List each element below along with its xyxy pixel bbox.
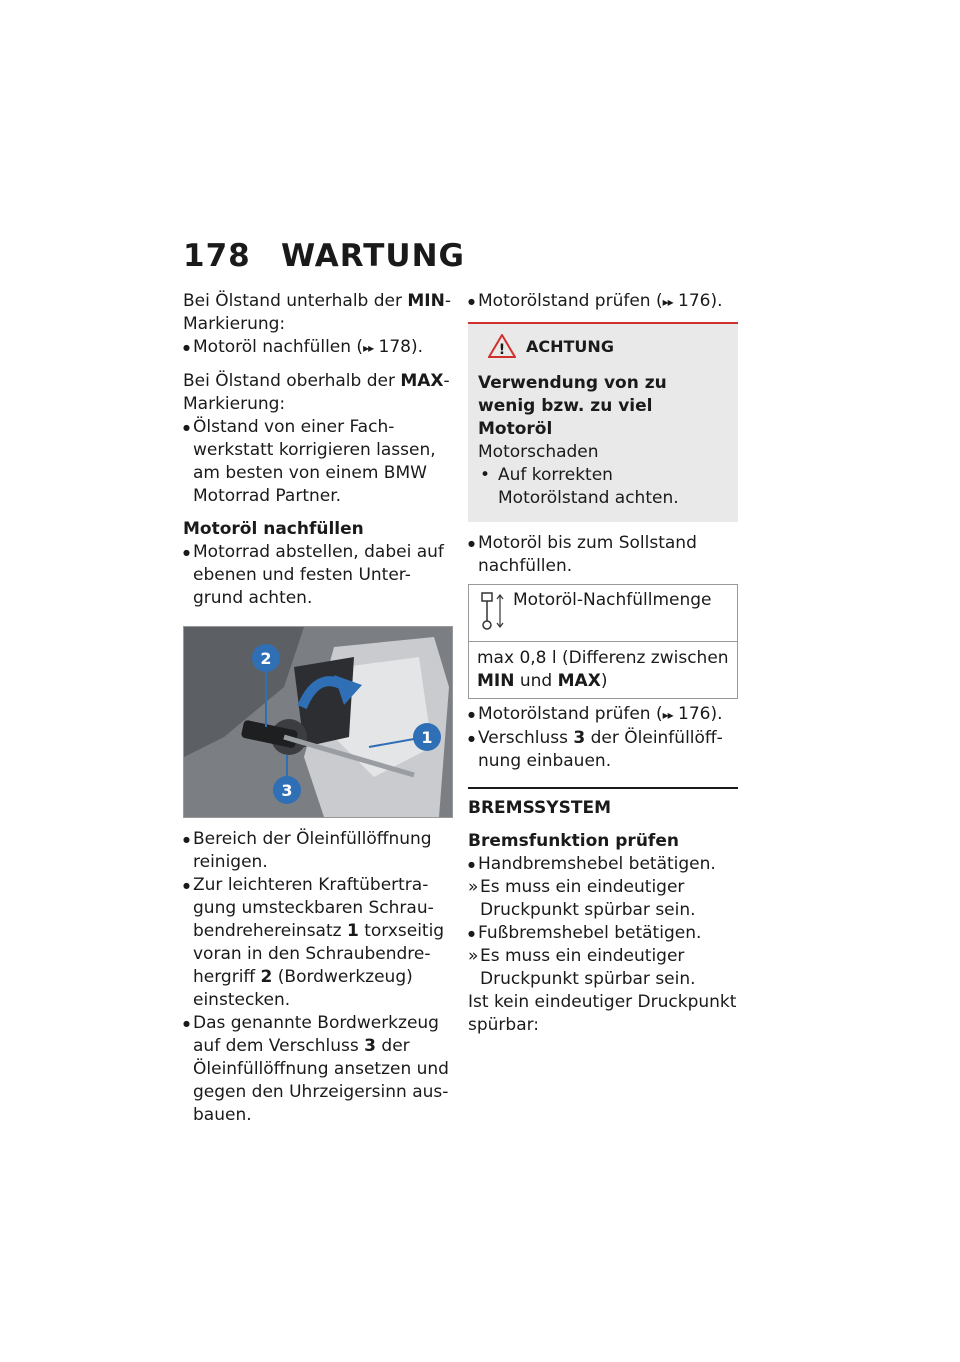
min-label: MIN xyxy=(407,291,445,311)
reference-arrow-icon: ▸▸ xyxy=(662,708,673,722)
paragraph-final: Ist kein eindeutiger Druckpunkt spürbar: xyxy=(468,992,737,1035)
result-item xyxy=(468,876,738,922)
page-reference-link[interactable]: 176 xyxy=(678,704,711,724)
table-value-row xyxy=(469,642,737,698)
warning-consequence: Motorschaden xyxy=(478,442,599,462)
part-number: 2 xyxy=(260,967,273,987)
chapter-title: WARTUNG xyxy=(281,238,465,274)
text: Bei Ölstand unterhalb der xyxy=(183,291,408,311)
page-reference-link[interactable]: 178 xyxy=(378,337,411,357)
max-label: MAX xyxy=(557,671,601,691)
text: ). xyxy=(710,704,723,724)
result-marker: » xyxy=(468,877,479,897)
text: Verschluss xyxy=(478,728,574,748)
text: Auf korrekten Motorölstand achten. xyxy=(498,465,679,508)
page-reference-link[interactable]: 176 xyxy=(678,291,711,311)
right-column xyxy=(468,290,738,1037)
reference-arrow-icon: ▸▸ xyxy=(662,295,673,309)
text: (Bordwerkzeug) einstecken. xyxy=(193,967,413,1010)
list-item xyxy=(183,336,453,360)
svg-text:!: ! xyxy=(498,342,506,358)
section-heading: BREMSSYSTEM xyxy=(468,798,611,818)
text: und xyxy=(514,671,558,691)
warning-header xyxy=(488,334,728,358)
page-header xyxy=(183,238,465,274)
callout-1: 1 xyxy=(421,728,433,747)
text: ) xyxy=(600,671,608,691)
engine-illustration xyxy=(184,627,452,817)
text: -Markierung: xyxy=(183,291,452,334)
page-number: 178 xyxy=(183,238,251,274)
list-item: ● Motoröl bis zum Sollstand nachfüllen. xyxy=(468,532,738,578)
text: der Öleinfüllöff-nung einbauen. xyxy=(478,728,723,771)
reference-arrow-icon: ▸▸ xyxy=(363,341,374,355)
oil-filler-photo xyxy=(183,626,453,818)
table-label: Motoröl-Nachfüllmenge xyxy=(513,590,712,610)
paragraph-max xyxy=(183,370,453,416)
result-item xyxy=(468,945,738,991)
list-item xyxy=(183,874,453,1012)
text: Motorölstand prüfen ( xyxy=(478,291,663,311)
list-item: ● Motorrad abstellen, dabei auf ebenen und festen Unter-grund achten. xyxy=(183,541,453,610)
warning-triangle-icon xyxy=(488,334,516,358)
text: ). xyxy=(410,337,424,357)
list-item: ● Ölstand von einer Fach-werkstatt korrigieren lassen, am besten von einem BMW Motorrad Partner. xyxy=(183,416,453,508)
sub-heading: Bremsfunktion prüfen xyxy=(468,831,679,851)
text: Bei Ölstand oberhalb der xyxy=(183,371,401,391)
sub-heading: Motoröl nachfüllen xyxy=(183,519,364,539)
part-number: 1 xyxy=(346,921,359,941)
text: Zur leichteren Kraftübertra-gung umsteckbaren Schrau-bendrehereinsatz xyxy=(193,875,434,941)
callout-2: 2 xyxy=(260,649,272,668)
part-number: 3 xyxy=(364,1036,376,1056)
callout-3: 3 xyxy=(281,781,293,800)
list-item xyxy=(183,1012,453,1127)
text: ). xyxy=(710,291,723,311)
text: torxseitig voran in den Schraubendre-hergriff xyxy=(193,921,445,987)
text: Motoröl nachfüllen ( xyxy=(193,337,364,357)
warning-title: ACHTUNG xyxy=(526,336,614,356)
section-divider xyxy=(468,787,738,789)
fill-quantity-table xyxy=(468,584,738,699)
text: Es muss ein eindeutiger Druckpunkt spürbar sein. xyxy=(480,946,696,989)
warning-cause: Verwendung von zu wenig bzw. zu viel Motoröl xyxy=(478,373,667,439)
min-label: MIN xyxy=(477,671,515,691)
oil-dipstick-icon xyxy=(469,585,513,641)
part-number: 3 xyxy=(573,728,586,748)
text: der Öleinfüllöffnung ansetzen und gegen den Uhrzeigersinn aus-bauen. xyxy=(193,1036,449,1125)
list-item: ● Fußbremshebel betätigen. xyxy=(468,922,738,945)
warning-action: • Auf korrekten Motorölstand achten. xyxy=(480,465,679,508)
max-label: MAX xyxy=(400,371,444,391)
paragraph-min xyxy=(183,290,453,336)
text: Es muss ein eindeutiger Druckpunkt spürbar sein. xyxy=(480,877,696,920)
warning-box xyxy=(468,324,738,522)
list-item: ● Bereich der Öleinfüllöffnung reinigen. xyxy=(183,828,453,874)
list-item xyxy=(468,290,738,314)
result-marker: » xyxy=(468,946,479,966)
left-column xyxy=(183,290,453,1127)
list-item: ● Handbremshebel betätigen. xyxy=(468,853,738,876)
table-header-row xyxy=(469,585,737,642)
list-item xyxy=(468,727,738,773)
list-item xyxy=(468,703,738,727)
text: Das genannte Bordwerkzeug auf dem Verschluss xyxy=(193,1013,439,1056)
text: max 0,8 l (Differenz zwischen xyxy=(477,648,729,668)
text: Motorölstand prüfen ( xyxy=(478,704,663,724)
text: -Markierung: xyxy=(183,371,450,414)
